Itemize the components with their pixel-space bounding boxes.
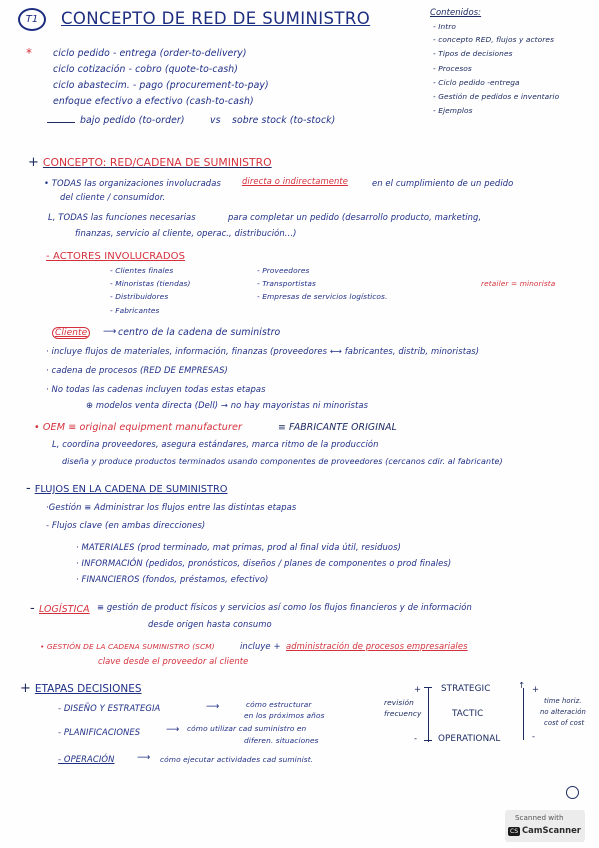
retailer-note: retailer = minorista: [481, 279, 556, 288]
order-mode-vs: vs: [210, 115, 221, 126]
cycle-line: ciclo pedido - entrega (order-to-delivery): [53, 48, 247, 59]
tick: [424, 740, 432, 741]
arrow-line: [47, 122, 75, 123]
contents-item: - concepto RED, flujos y actores: [433, 35, 555, 44]
etapa-desc: cómo estructurar: [246, 700, 312, 709]
section-flujos: [26, 477, 227, 496]
plus-bullet: +: [28, 155, 39, 170]
actor-item: - Empresas de servicios logísticos.: [257, 292, 388, 301]
cliente-text: · cadena de procesos (RED DE EMPRESAS): [46, 365, 228, 375]
actor-item: - Distribuidores: [110, 292, 169, 301]
actor-item: - Clientes finales: [110, 266, 174, 275]
revision-label: revisión: [384, 698, 414, 707]
concepto-text: finanzas, servicio al cliente, operac., distribución...): [75, 228, 297, 238]
actores-heading: - ACTORES INVOLUCRADOS: [46, 251, 186, 262]
contents-item: - Gestión de pedidos e inventario: [433, 92, 560, 101]
minus-bullet: -: [26, 481, 31, 496]
camscanner-badge: [505, 810, 585, 842]
contents-heading: Contenidos:: [430, 7, 482, 17]
cliente-text: centro de la cadena de suministro: [118, 327, 281, 338]
asterisk-bullet: *: [26, 46, 33, 60]
flujos-text: ·Gestión ≡ Administrar los flujos entre las distintas etapas: [46, 502, 297, 512]
section-heading: ETAPAS DECISIONES: [34, 683, 142, 695]
level-operational: OPERATIONAL: [438, 734, 501, 744]
tick: [424, 687, 432, 688]
contents-item: - Tipos de decisiones: [433, 49, 513, 58]
cliente-text: ⊕ modelos venta directa (Dell) → no hay mayoristas ni minoristas: [86, 400, 369, 410]
concepto-text: en el cumplimiento de un pedido: [372, 178, 514, 188]
flujos-text: - Flujos clave (en ambas direcciones): [46, 520, 206, 530]
logistica-text: incluye +: [240, 641, 281, 651]
oem-definition: • OEM ≡ original equipment manufacturer: [34, 422, 243, 433]
scanner-caption: Scanned with: [515, 813, 564, 822]
page-title: CONCEPTO DE RED DE SUMINISTRO: [61, 9, 371, 28]
cliente-text: · incluye flujos de materiales, información, finanzas (proveedores ⟷ fabricantes, distrib, minoristas): [46, 346, 480, 356]
concepto-text: del cliente / consumidor.: [60, 192, 166, 202]
cycle-line: ciclo abastecim. - pago (procurement-to-pay): [53, 80, 269, 91]
impact-label: cost of cost: [544, 719, 585, 727]
etapa-desc: cómo utilizar cad suministro en: [187, 724, 307, 733]
impact-label: no alteración: [540, 708, 586, 716]
plus-sign: +: [532, 684, 540, 694]
minus-sign: -: [532, 731, 536, 741]
plus-bullet: +: [20, 681, 31, 696]
impact-label: time horiz.: [544, 697, 582, 705]
oem-text: L, coordina proveedores, asegura estándares, marca ritmo de la producción: [52, 439, 379, 449]
actor-item: - Minoristas (tiendas): [110, 279, 191, 288]
arrow-icon: ⟶: [137, 752, 151, 763]
arrow-icon: ⟶: [206, 701, 220, 712]
actor-item: - Transportistas: [257, 279, 316, 288]
topic-number-badge: T1: [18, 8, 46, 31]
concepto-text: para completar un pedido (desarrollo producto, marketing,: [228, 212, 482, 222]
camscanner-logo-icon: CS: [510, 828, 518, 835]
scm-highlight: administración de procesos empresariales: [286, 641, 468, 651]
concepto-text: • TODAS las organizaciones involucradas: [44, 178, 221, 188]
actor-item: - Proveedores: [257, 266, 310, 275]
scm-heading: • GESTIÓN DE LA CADENA SUMINISTRO (SCM): [40, 642, 215, 651]
section-heading: FLUJOS EN LA CADENA DE SUMINISTRO: [34, 484, 228, 495]
scm-text: clave desde el proveedor al cliente: [98, 656, 249, 666]
flujo-item: · MATERIALES (prod terminado, mat primas, prod al final vida útil, residuos): [76, 542, 401, 552]
flujo-item: · FINANCIEROS (fondos, préstamos, efectivo): [76, 574, 269, 584]
level-tactic: TACTIC: [452, 709, 484, 719]
contents-item: - Procesos: [433, 64, 472, 73]
logistica-text: desde origen hasta consumo: [148, 619, 272, 629]
etapa-desc: en los próximos años: [244, 711, 325, 720]
etapa-name: - DISEÑO Y ESTRATEGIA: [58, 703, 161, 713]
plus-sign: +: [414, 684, 422, 694]
contents-item: - Ciclo pedido -entrega: [433, 78, 520, 87]
arrow-icon: ⟶: [103, 326, 117, 337]
section-etapas: [20, 677, 142, 696]
page-number-circle: [566, 786, 579, 799]
etapa-name: - OPERACIÓN: [58, 754, 115, 764]
actor-item: - Fabricantes: [110, 306, 160, 315]
revision-label: frecuency: [384, 709, 422, 718]
cycle-line: enfoque efectivo a efectivo (cash-to-cash): [53, 96, 254, 107]
section-heading: CONCEPTO: RED/CADENA DE SUMINISTRO: [42, 156, 272, 169]
scanner-name: CamScanner: [522, 825, 581, 835]
logistica-heading: LOGÍSTICA: [39, 604, 90, 615]
contents-item: - Ejemplos: [433, 106, 473, 115]
cliente-highlight: Cliente: [52, 327, 90, 339]
cliente-text: · No todas las cadenas incluyen todas estas etapas: [46, 384, 266, 394]
level-strategic: STRATEGIC: [441, 684, 491, 694]
minus-sign: -: [414, 733, 418, 743]
frequency-axis: [428, 688, 429, 742]
concepto-text: L, TODAS las funciones necesarias: [48, 212, 196, 222]
concepto-highlight: directa o indirectamente: [242, 176, 349, 186]
contents-item: - Intro: [433, 22, 457, 31]
cycle-line: ciclo cotización - cobro (quote-to-cash): [53, 64, 239, 75]
impact-axis: [523, 688, 524, 740]
arrow-icon: ⟶: [166, 724, 180, 735]
etapa-desc: diferen. situaciones: [244, 736, 319, 745]
oem-text: diseña y produce productos terminados usando componentes de proveedores (cercanos cdir. al fabricante): [62, 457, 503, 466]
order-mode-b: sobre stock (to-stock): [232, 115, 336, 126]
flujo-item: · INFORMACIÓN (pedidos, pronósticos, diseños / planes de componentes o prod finales): [76, 558, 452, 568]
order-mode-a: bajo pedido (to-order): [80, 115, 185, 126]
etapa-name: - PLANIFICACIONES: [58, 727, 141, 737]
etapa-desc: cómo ejecutar actividades cad suminist.: [160, 755, 314, 764]
oem-translation: ≡ FABRICANTE ORIGINAL: [278, 422, 397, 433]
section-concepto: [28, 151, 272, 170]
arrow-up-icon: ↑: [518, 680, 526, 690]
logistica-text: ≡ gestión de product físicos y servicios así como los flujos financieros y de información: [97, 602, 472, 612]
minus-bullet: -: [30, 601, 35, 616]
